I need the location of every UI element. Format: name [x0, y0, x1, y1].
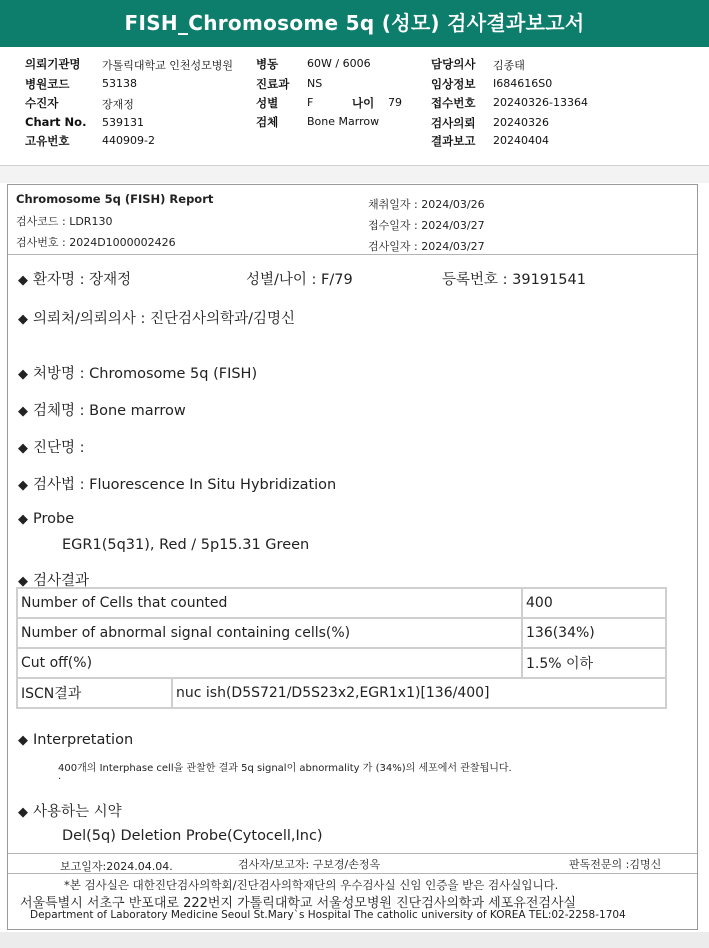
specimen-name: 검체명 : Bone marrow — [33, 403, 186, 419]
reading-specialist: 판독전문의 :김명신 — [569, 858, 662, 871]
probe-value: EGR1(5q31), Red / 5p15.31 Green — [62, 537, 310, 553]
report-footer-divider-2 — [8, 873, 697, 874]
result-label: Number of Cells that counted — [17, 588, 522, 618]
report-header-divider — [8, 254, 697, 255]
report-footer-divider — [8, 853, 697, 854]
result-value: 136(34%) — [522, 618, 666, 648]
info-label-report-date: 결과보고 — [431, 134, 476, 148]
info-label-request-date: 검사의뢰 — [431, 116, 476, 130]
table-row — [17, 588, 666, 618]
info-label-institution: 의뢰기관명 — [25, 57, 81, 71]
examiner: 검사자/보고자: 구보경/손정옥 — [238, 858, 381, 871]
diagnosis: 진단명 : — [33, 440, 85, 456]
registration-number: 등록번호 : 39191541 — [442, 272, 586, 288]
info-label-specimen: 검체 — [256, 115, 279, 129]
requester-line — [18, 307, 295, 328]
table-row — [17, 648, 666, 678]
iscn-value: nuc ish(D5S721/D5S23x2,EGR1x1)[136/400] — [172, 678, 666, 708]
info-value-specimen: Bone Marrow — [307, 115, 380, 128]
diamond-bullet-icon: ◆ — [18, 805, 28, 820]
info-label-sex: 성별 — [256, 96, 279, 110]
method-line — [18, 473, 336, 494]
info-value-chart-no: 539131 — [102, 116, 144, 129]
result-label: Cut off(%) — [17, 648, 522, 678]
diagnosis-line — [18, 436, 85, 457]
interpretation-dot: . — [58, 771, 62, 782]
address-korean: 서울특별시 서초구 반포대로 222번지 가톨릭대학교 서울성모병원 진단검사의학과 세포유전검사실 — [20, 896, 577, 911]
info-label-chart-no: Chart No. — [25, 115, 87, 129]
info-value-clinical-info: I684616S0 — [493, 77, 553, 90]
interpretation-text: 400개의 Interphase cell을 관찰한 결과 5q signal이 abnormality 가 (34%)의 세포에서 관찰됩니다. — [58, 763, 512, 774]
diamond-bullet-icon: ◆ — [18, 478, 28, 493]
result-value: 1.5% 이하 — [522, 648, 666, 678]
diamond-bullet-icon: ◆ — [18, 574, 28, 589]
info-label-receipt-no: 접수번호 — [431, 96, 476, 110]
report-document — [7, 184, 698, 930]
table-row — [17, 678, 666, 708]
diamond-bullet-icon: ◆ — [18, 404, 28, 419]
info-label-doctor: 담당의사 — [431, 57, 476, 71]
info-value-age: 79 — [388, 96, 402, 109]
diamond-bullet-icon: ◆ — [18, 512, 28, 527]
sex-age: 성별/나이 : F/79 — [246, 272, 353, 288]
reagent-value: Del(5q) Deletion Probe(Cytocell,Inc) — [62, 828, 323, 844]
info-value-ward: 60W / 6006 — [307, 57, 371, 70]
collect-date: 채취일자 : 2024/03/26 — [368, 198, 485, 211]
info-value-institution: 가톨릭대학교 인천성모병원 — [102, 59, 234, 72]
info-label-ward: 병동 — [256, 57, 279, 71]
info-label-unique-no: 고유번호 — [25, 134, 70, 148]
result-value: 400 — [522, 588, 666, 618]
iscn-label: ISCN결과 — [17, 678, 172, 708]
info-label-patient: 수진자 — [25, 96, 59, 110]
page-title: FISH_Chromosome 5q (성모) 검사결과보고서 — [124, 11, 585, 35]
info-label-hospital-code: 병원코드 — [25, 77, 70, 91]
info-label-clinical-info: 임상정보 — [431, 77, 476, 91]
separator-strip — [0, 166, 709, 183]
receive-date: 접수일자 : 2024/03/27 — [368, 219, 485, 232]
result-table — [16, 587, 667, 709]
diamond-bullet-icon: ◆ — [18, 273, 28, 288]
interpretation-heading: Interpretation — [33, 732, 134, 748]
info-label-department: 진료과 — [256, 77, 290, 91]
address-english: Department of Laboratory Medicine Seoul St.Mary`s Hospital The catholic university of KOREA TEL:02-2258-1704 — [30, 909, 626, 921]
test-code: 검사코드 : LDR130 — [16, 215, 113, 228]
order-name: 처방명 : Chromosome 5q (FISH) — [33, 366, 258, 382]
certification-note: *본 검사실은 대한진단검사의학회/진단검사의학재단의 우수검사실 신임 인증을 받은 검사실입니다. — [64, 878, 559, 892]
info-value-request-date: 20240326 — [493, 116, 549, 129]
test-number: 검사번호 : 2024D1000002426 — [16, 236, 176, 249]
result-heading: 검사결과 — [33, 573, 90, 589]
report-title-bar — [0, 0, 709, 47]
result-label: Number of abnormal signal containing cells(%) — [17, 618, 522, 648]
exam-date: 검사일자 : 2024/03/27 — [368, 240, 485, 253]
requester: 의뢰처/의뢰의사 : 진단검사의학과/김명신 — [33, 311, 295, 327]
info-value-sex: F — [307, 96, 314, 109]
probe-heading: Probe — [33, 511, 75, 527]
reagent-heading: 사용하는 시약 — [33, 804, 122, 820]
diamond-bullet-icon: ◆ — [18, 441, 28, 456]
specimen-line — [18, 399, 186, 420]
table-row — [17, 618, 666, 648]
info-value-hospital-code: 53138 — [102, 77, 137, 90]
info-value-unique-no: 440909-2 — [102, 134, 155, 147]
diamond-bullet-icon: ◆ — [18, 733, 28, 748]
report-heading: Chromosome 5q (FISH) Report — [16, 192, 214, 206]
order-name-line — [18, 362, 257, 383]
diamond-bullet-icon: ◆ — [18, 312, 28, 327]
probe-heading-line — [18, 511, 74, 527]
test-method: 검사법 : Fluorescence In Situ Hybridization — [33, 477, 337, 493]
reagent-heading-line — [18, 800, 122, 821]
info-value-report-date: 20240404 — [493, 134, 549, 147]
patient-name: 환자명 : 장재정 — [33, 272, 132, 288]
report-date: 보고일자:2024.04.04. — [60, 860, 173, 873]
interpretation-heading-line — [18, 732, 133, 748]
info-value-doctor: 김종태 — [493, 59, 525, 72]
bottom-strip — [0, 932, 709, 948]
info-label-age: 나이 — [352, 96, 375, 110]
info-value-department: NS — [307, 77, 323, 90]
patient-name-line — [18, 268, 131, 289]
info-value-receipt-no: 20240326-13364 — [493, 96, 588, 109]
diamond-bullet-icon: ◆ — [18, 367, 28, 382]
info-value-patient: 장재정 — [102, 98, 134, 111]
